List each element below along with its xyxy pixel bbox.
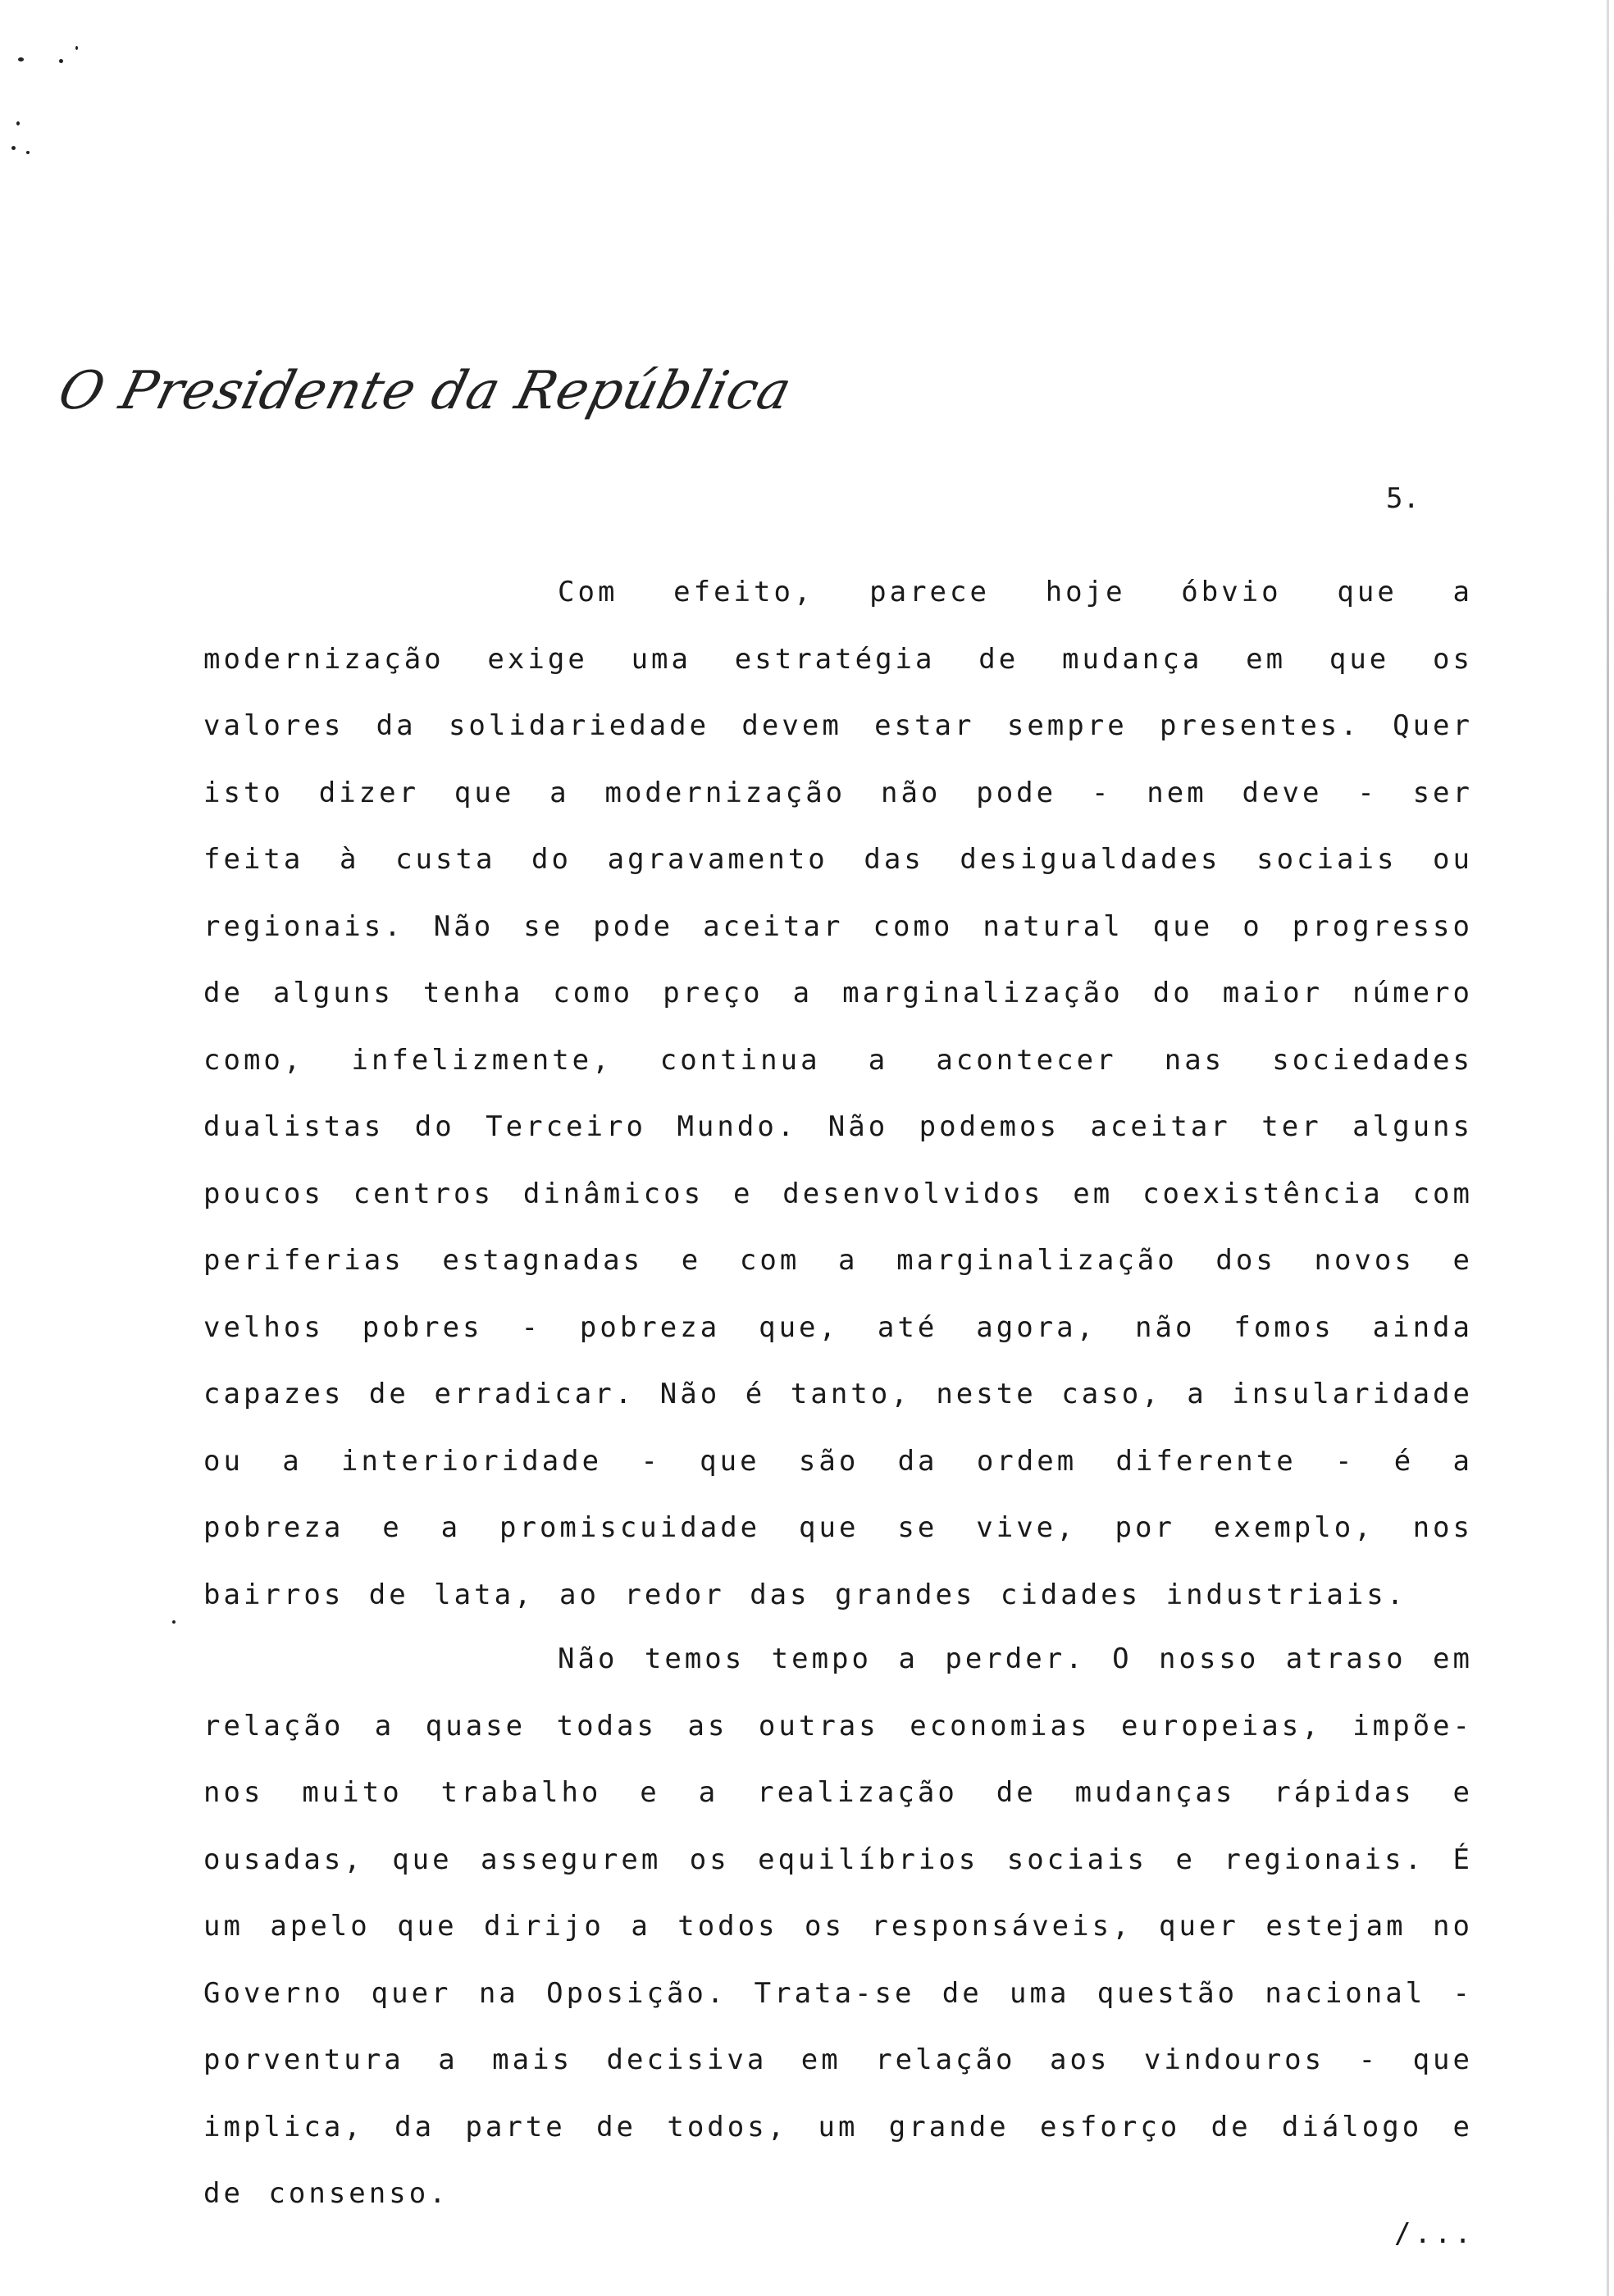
scan-speck xyxy=(59,59,63,63)
page-number: 5. xyxy=(1386,482,1420,515)
scan-speck xyxy=(75,46,78,50)
scan-speck xyxy=(172,1620,176,1624)
paragraph-1 xyxy=(203,559,1473,1629)
paragraph-2 xyxy=(203,1626,1473,2228)
letterhead: O Presidente da República xyxy=(52,361,798,421)
paragraph-text: Com efeito, parece hoje óbvio que a modernização exige uma estratégia de mudança em que os valores da solidariedade devem estar sempre presentes. Quer isto dizer que a modernização não pode - nem deve - ser feita à custa do agravamento das desigualdades sociais ou regionais. Não se pode aceitar como natural que o progresso de alguns tenha como preço a marginalização do maior número como, infelizmente, continua a acontecer nas sociedades dualistas do Terceiro Mundo. Não podemos aceitar ter alguns poucos centros dinâmicos e desenvolvidos em coexistência com periferias estagnadas e com a marginalização dos novos e velhos pobres - pobreza que, até agora, não fomos ainda capazes de erradicar. Não é tanto, neste caso, a insularidade ou a interioridade - que são da ordem diferente - é a pobreza e a promiscuidade que se vive, por exemplo, nos bairros de lata, ao redor das grandes cidades industriais. xyxy=(203,576,1473,1611)
paragraph-text: Não temos tempo a perder. O nosso atraso em relação a quase todas as outras economias europeias, impõe-nos muito trabalho e a realização de mudanças rápidas e ousadas, que assegurem os equilíbrios sociais e regionais. É um apelo que dirijo a todos os responsáveis, quer estejam no Governo quer na Oposição. Trata-se de uma questão nacional - porventura a mais decisiva em relação aos vindouros - que implica, da parte de todos, um grande esforço de diálogo e de consenso. xyxy=(203,1642,1473,2210)
scan-speck xyxy=(11,146,16,150)
scan-speck xyxy=(26,151,30,154)
page-edge-shadow xyxy=(1607,0,1609,2296)
scan-speck xyxy=(16,121,20,125)
scan-speck xyxy=(18,57,24,61)
continuation-mark: /... xyxy=(1394,2217,1475,2250)
